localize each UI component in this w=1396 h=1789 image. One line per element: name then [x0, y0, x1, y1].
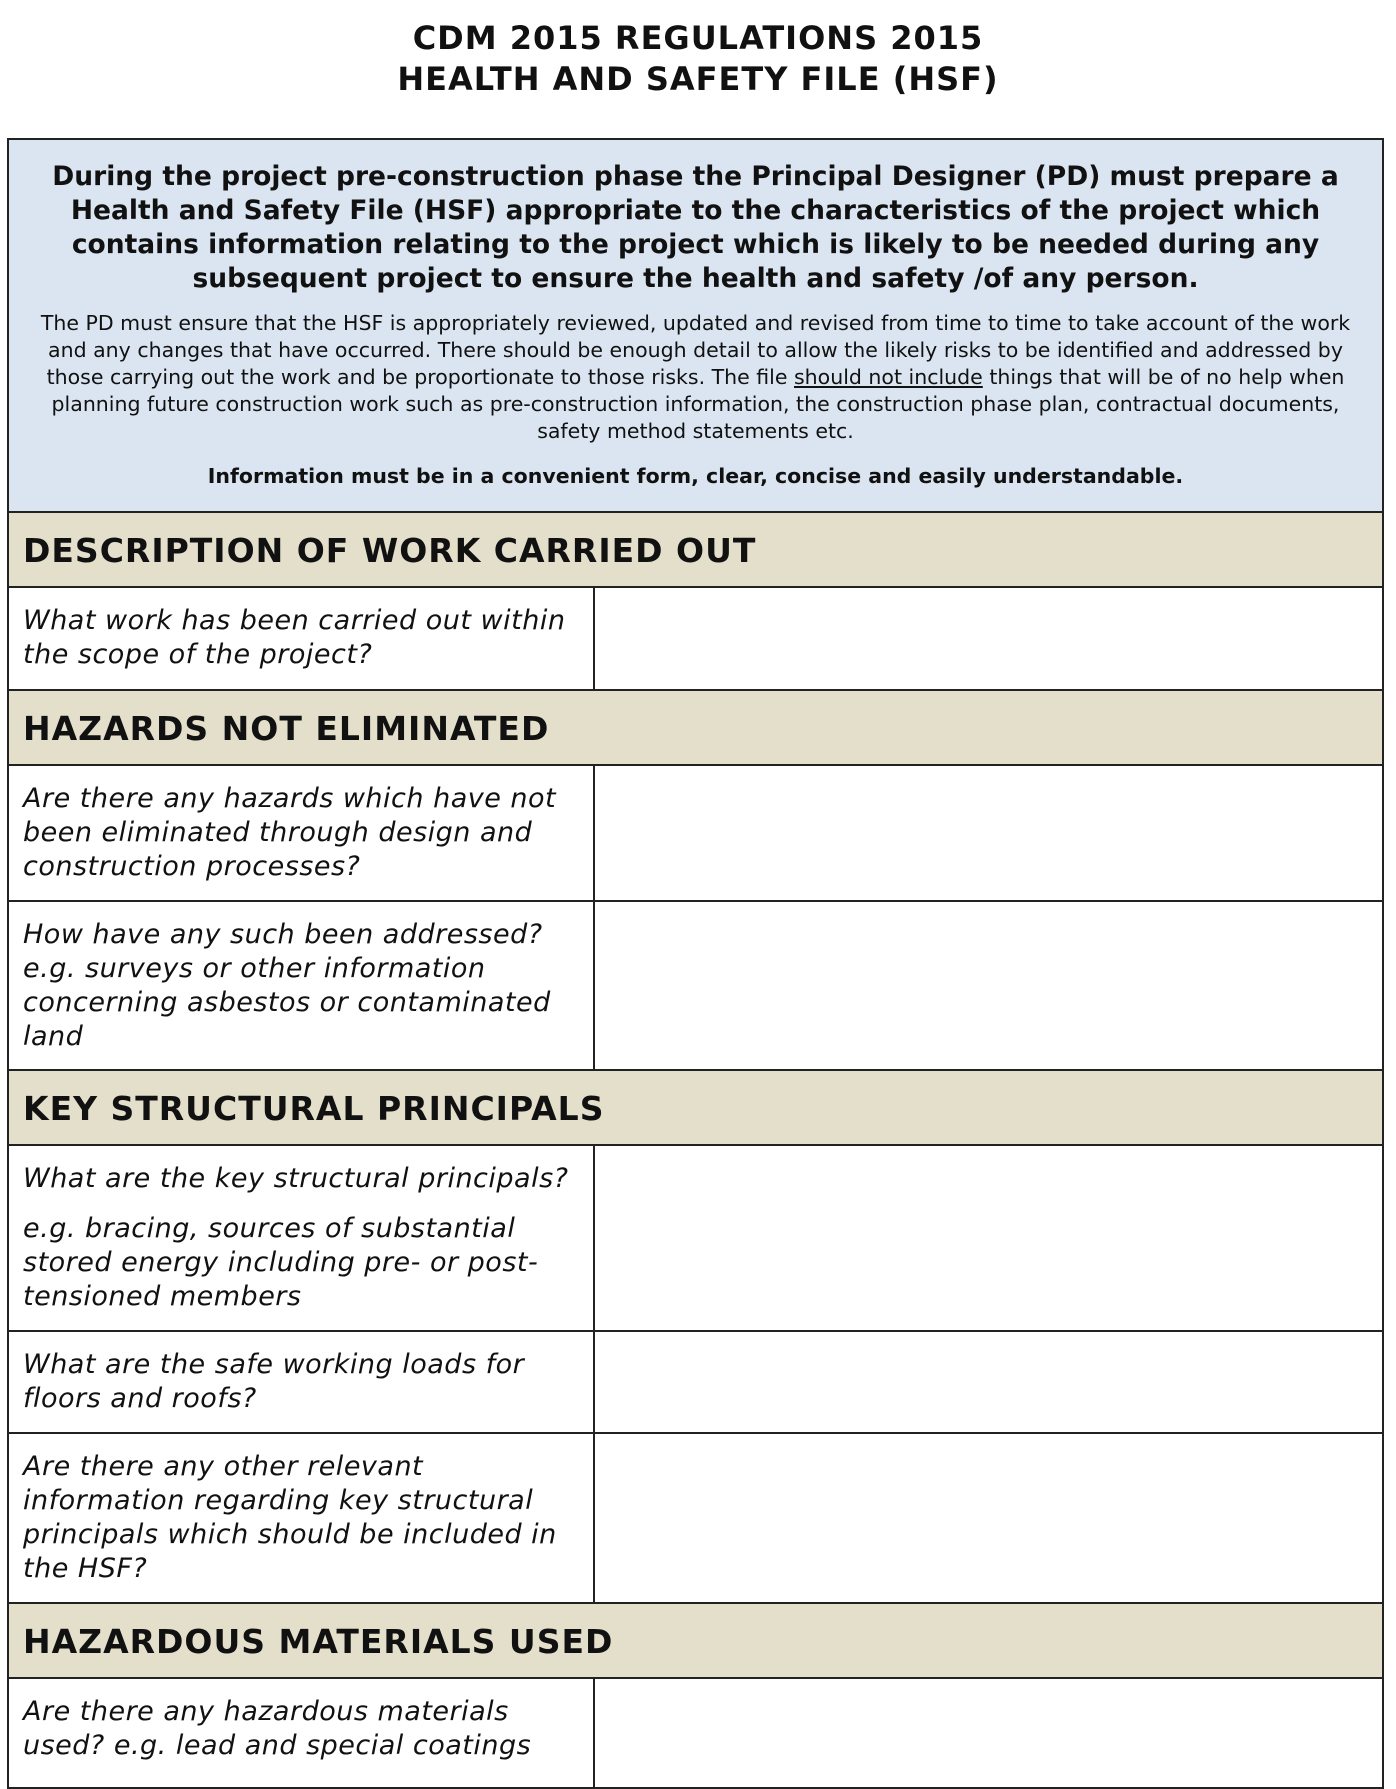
title-line-1: CDM 2015 REGULATIONS 2015 — [412, 19, 984, 57]
answer-field[interactable] — [595, 902, 1382, 1069]
intro-body — [27, 310, 1364, 445]
title-line-2: HEALTH AND SAFETY FILE (HSF) — [397, 60, 999, 98]
hsf-form — [7, 138, 1384, 1789]
intro-body-part1: The PD must ensure that the HSF is appropriately reviewed, updated and revised from time to time to take account of the work and any changes that have occurred. There should be enough detail to allow the likely risks to be identified and addressed by those carrying out the work and be proportionate to those risks. The file — [40, 311, 1351, 389]
question-cell — [9, 1679, 595, 1787]
answer-field[interactable] — [595, 1434, 1382, 1602]
question-cell — [9, 902, 595, 1069]
question-cell — [9, 1146, 595, 1330]
intro-lead: During the project pre-construction phase the Principal Designer (PD) must prepare a Health and Safety File (HSF) appropriate to the characteristics of the project which contains information relating to the project which is likely to be needed during any subsequent project to ensure the health and safety /of any person. — [52, 161, 1339, 294]
section-heading-description: DESCRIPTION OF WORK CARRIED OUT — [9, 513, 1382, 588]
question-cell — [9, 766, 595, 900]
question-example: e.g. bracing, sources of substantial stored energy including pre- or post-tensioned members — [23, 1213, 539, 1312]
question-row — [9, 1146, 1382, 1332]
question-row — [9, 588, 1382, 691]
answer-field[interactable] — [595, 1332, 1382, 1432]
question-text: What are the key structural principals? — [23, 1163, 569, 1194]
intro-note: Information must be in a convenient form, clear, concise and easily understandable. — [207, 464, 1184, 488]
question-cell — [9, 1434, 595, 1602]
section-heading-hazards: HAZARDS NOT ELIMINATED — [9, 691, 1382, 766]
question-row — [9, 1434, 1382, 1604]
question-row — [9, 766, 1382, 902]
answer-field[interactable] — [595, 1146, 1382, 1330]
question-text: What work has been carried out within the scope of the project? — [23, 605, 566, 670]
question-text: Are there any hazards which have not been eliminated through design and construction processes? — [23, 783, 557, 882]
intro-body-underlined: should not include — [794, 365, 983, 389]
question-text: How have any such been addressed? e.g. surveys or other information concerning asbestos or contaminated land — [23, 919, 551, 1052]
question-row — [9, 1679, 1382, 1789]
section-heading-hazardous-materials: HAZARDOUS MATERIALS USED — [9, 1604, 1382, 1679]
intro-body-part2: things that will be of no help when planning future construction work such as pre-construction information, the construction phase plan, contractual documents, safety method statements etc. — [51, 365, 1345, 443]
question-row — [9, 1332, 1382, 1434]
question-text: Are there any hazardous materials used? e.g. lead and special coatings — [23, 1696, 532, 1761]
question-cell — [9, 588, 595, 689]
question-text: Are there any other relevant information regarding key structural principals which should be included in the HSF? — [23, 1451, 557, 1584]
answer-field[interactable] — [595, 1679, 1382, 1787]
answer-field[interactable] — [595, 588, 1382, 689]
answer-field[interactable] — [595, 766, 1382, 900]
document-title — [0, 18, 1396, 100]
section-heading-structural: KEY STRUCTURAL PRINCIPALS — [9, 1071, 1382, 1146]
question-cell — [9, 1332, 595, 1432]
question-text: What are the safe working loads for floors and roofs? — [23, 1349, 525, 1414]
question-row — [9, 902, 1382, 1071]
intro-panel — [9, 140, 1382, 513]
